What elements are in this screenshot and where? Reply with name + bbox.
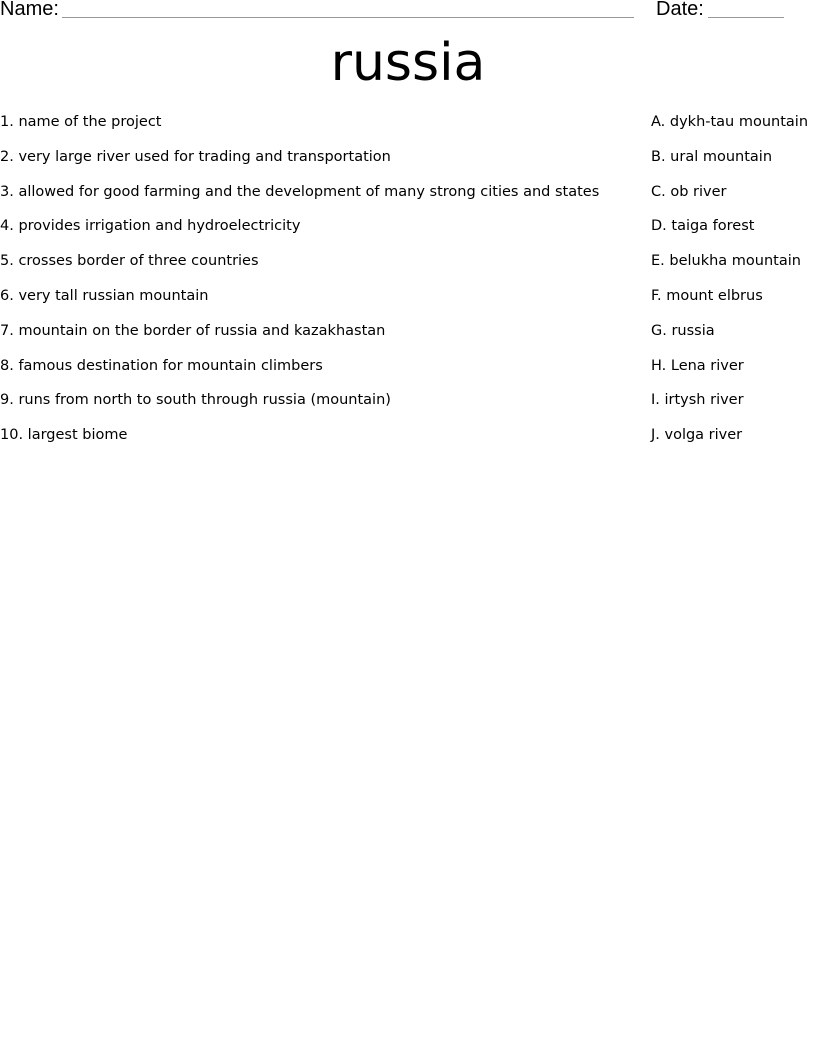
- answer-item: J. volga river: [651, 427, 743, 444]
- page-title: russia: [330, 33, 486, 93]
- answer-item: D. taiga forest: [651, 218, 755, 235]
- clue-item: 8. famous destination for mountain climbers: [0, 357, 323, 374]
- date-label: Date:: [656, 0, 704, 20]
- date-blank-line: [708, 17, 784, 18]
- clue-item: 6. very tall russian mountain: [0, 287, 209, 304]
- answer-item: F. mount elbrus: [651, 287, 763, 304]
- clue-item: 4. provides irrigation and hydroelectricity: [0, 218, 301, 235]
- answer-item: I. irtysh river: [651, 392, 744, 409]
- name-blank-line: [62, 17, 634, 18]
- name-label: Name:: [0, 0, 59, 20]
- clue-item: 3. allowed for good farming and the development of many strong cities and states: [0, 183, 600, 200]
- clue-list: [0, 111, 630, 459]
- clue-item: 1. name of the project: [0, 114, 162, 130]
- answer-item: A. dykh-tau mountain: [651, 114, 809, 130]
- answer-item: B. ural mountain: [651, 148, 773, 165]
- clue-item: 10. largest biome: [0, 427, 128, 444]
- clue-item: 7. mountain on the border of russia and kazakhastan: [0, 322, 386, 339]
- worksheet-header: [0, 0, 816, 22]
- answer-item: C. ob river: [651, 183, 727, 200]
- clue-item: 9. runs from north to south through russia (mountain): [0, 392, 391, 409]
- answer-list: [651, 111, 816, 459]
- clue-item: 2. very large river used for trading and transportation: [0, 148, 391, 165]
- answer-item: G. russia: [651, 322, 715, 339]
- answer-item: E. belukha mountain: [651, 253, 801, 270]
- answer-item: H. Lena river: [651, 357, 744, 374]
- clue-item: 5. crosses border of three countries: [0, 253, 259, 270]
